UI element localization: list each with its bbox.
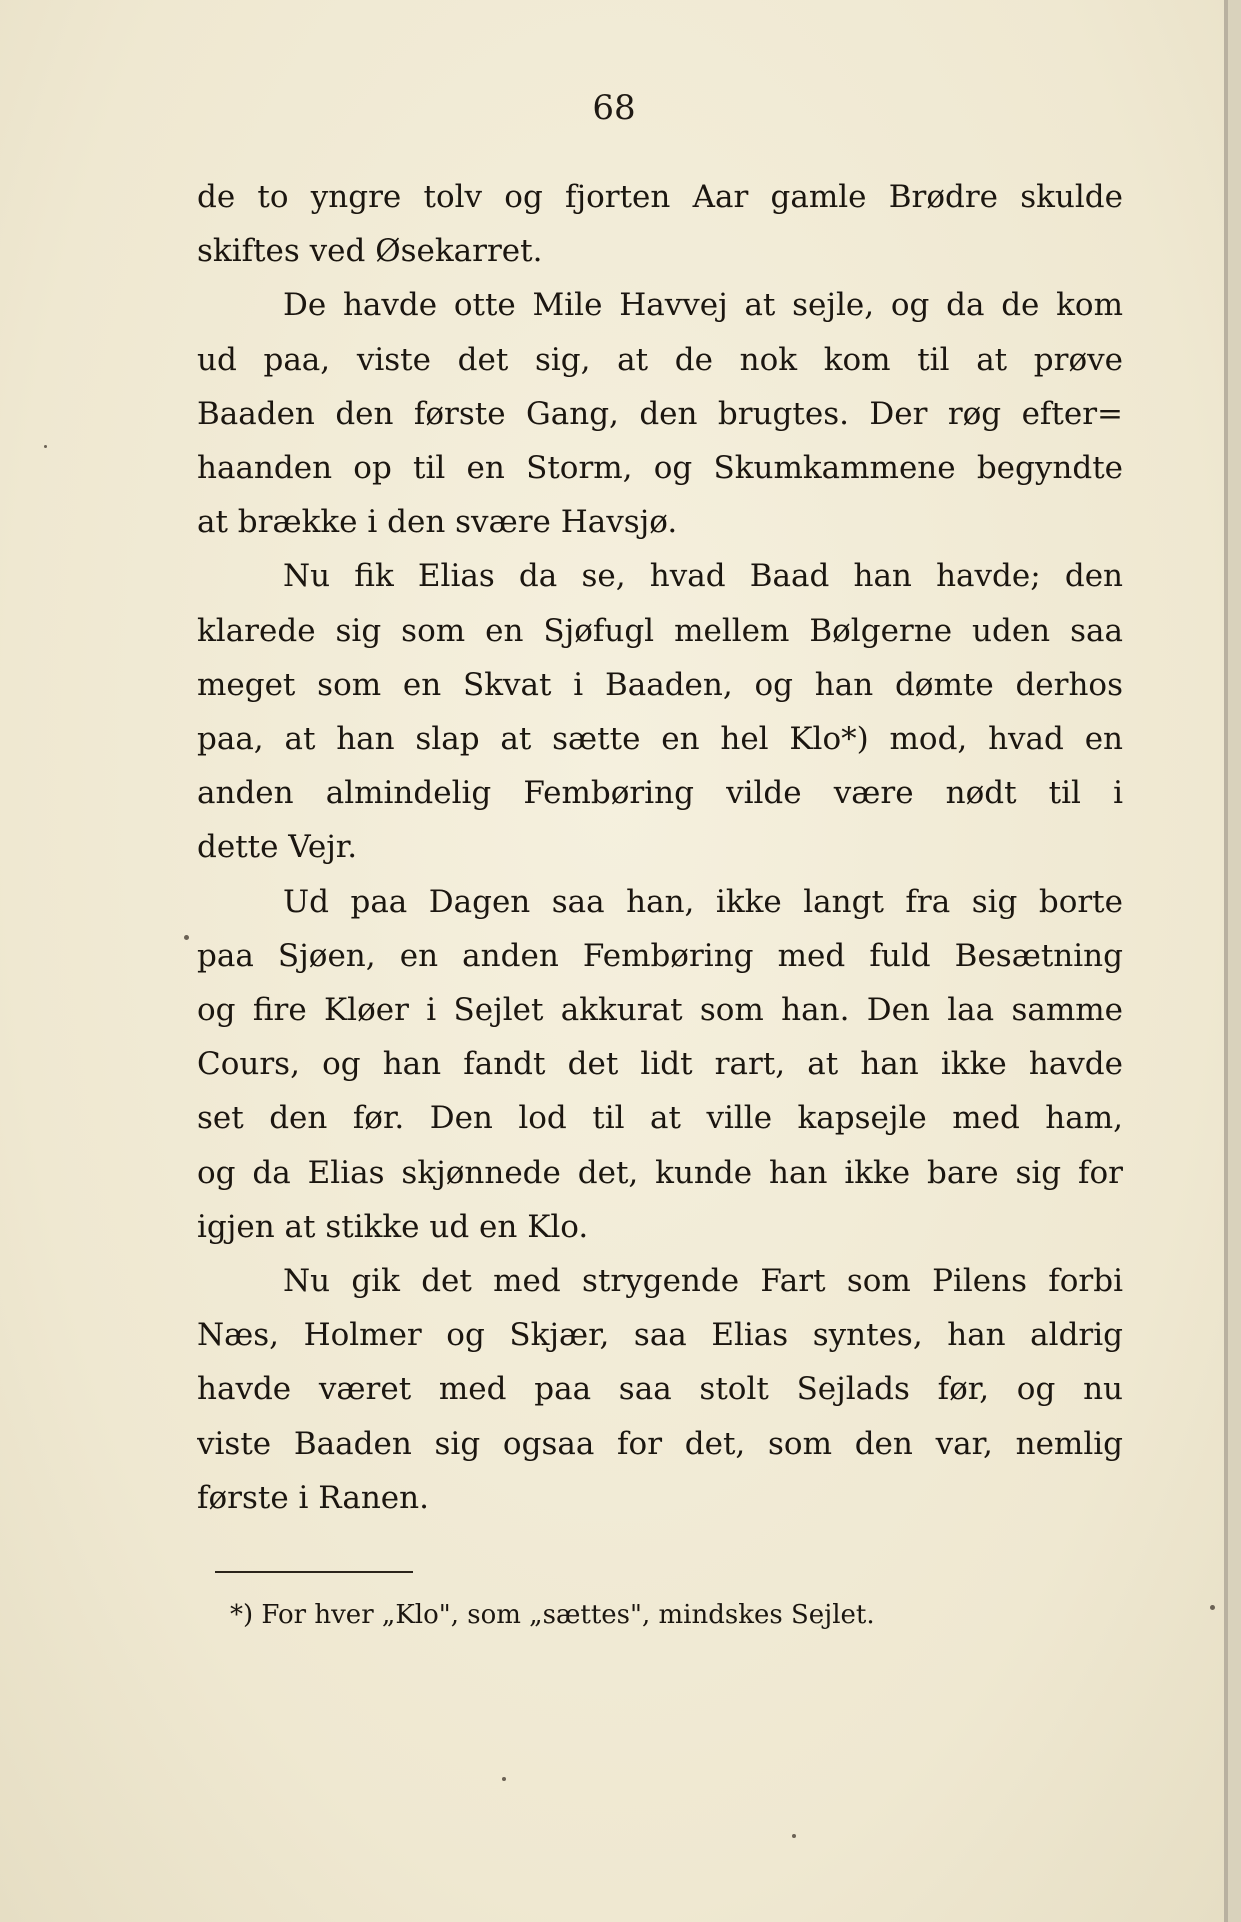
footnote: *) For hver „Klo", som „sættes", mindskes Sejlet. <box>230 1600 875 1630</box>
text-line: de to yngre tolv og fjorten Aar gamle Brødre skulde <box>197 179 1123 215</box>
text-line: ud paa, viste det sig, at de nok kom til at prøve <box>197 341 1123 378</box>
text-line: havde været med paa saa stolt Sejlads før, og nu <box>197 1371 1123 1408</box>
paragraph <box>197 875 1123 1254</box>
text-line: dette Vejr. <box>197 829 358 866</box>
text-line: anden almindelig Fembøring vilde være nødt til i <box>197 775 1123 812</box>
text-line: og fire Kløer i Sejlet akkurat som han. Den laa samme <box>197 992 1123 1029</box>
text-line: set den før. Den lod til at ville kapsejle med ham, <box>197 1100 1123 1137</box>
paper-speck <box>502 1777 506 1781</box>
text-line: viste Baaden sig ogsaa for det, som den var, nemlig <box>197 1425 1123 1462</box>
paragraph <box>197 549 1123 874</box>
paragraph <box>197 278 1123 549</box>
text-line: igjen at stikke ud en Klo. <box>197 1208 589 1245</box>
page-number: 68 <box>592 88 636 128</box>
text-line: De havde otte Mile Havvej at sejle, og da de kom <box>283 287 1123 324</box>
text-line: Cours, og han fandt det lidt rart, at han ikke havde <box>197 1046 1123 1083</box>
text-line: Ud paa Dagen saa han, ikke langt fra sig borte <box>283 883 1123 920</box>
paragraph <box>197 170 1123 278</box>
text-line: paa Sjøen, en anden Fembøring med fuld Besætning <box>197 937 1123 974</box>
paper-speck <box>184 935 189 940</box>
paper-speck <box>1210 1605 1215 1610</box>
text-line: skiftes ved Øsekarret. <box>197 233 543 270</box>
footnote-divider <box>215 1571 413 1573</box>
paper-speck <box>792 1834 796 1838</box>
text-line: klarede sig som en Sjøfugl mellem Bølgerne uden saa <box>197 612 1123 649</box>
body-text <box>197 170 1123 1525</box>
text-line: haanden op til en Storm, og Skumkammene begyndte <box>197 450 1123 487</box>
text-line: første i Ranen. <box>197 1479 429 1516</box>
text-line: paa, at han slap at sætte en hel Klo*) mod, hvad en <box>197 721 1123 758</box>
text-line: Næs, Holmer og Skjær, saa Elias syntes, han aldrig <box>197 1317 1123 1354</box>
text-line: meget som en Skvat i Baaden, og han dømte derhos <box>197 666 1123 703</box>
paragraph <box>197 1254 1123 1525</box>
text-line: og da Elias skjønnede det, kunde han ikke bare sig for <box>197 1154 1123 1191</box>
text-line: Nu fik Elias da se, hvad Baad han havde; den <box>283 558 1123 595</box>
text-line: Baaden den første Gang, den brugtes. Der røg efter= <box>197 395 1123 432</box>
text-line: at brække i den svære Havsjø. <box>197 504 678 541</box>
paper-speck <box>44 445 47 448</box>
text-line: Nu gik det med strygende Fart som Pilens forbi <box>283 1263 1123 1300</box>
